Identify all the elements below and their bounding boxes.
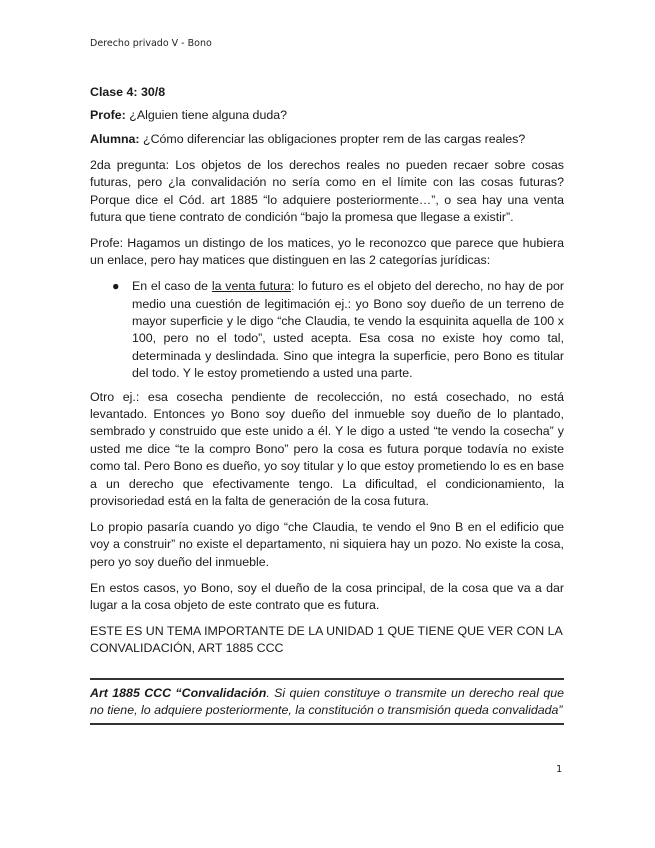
underlined-term: la venta futura	[211, 279, 292, 294]
article-quote-box	[90, 678, 564, 725]
paragraph-alumna-question: Alumna: ¿Cómo diferenciar las obligaciones propter rem de las cargas reales?	[90, 131, 526, 146]
paragraph-harvest-example: Otro ej.: esa cosecha pendiente de recolección, no está cosechado, no está levantado. Entonces yo Bono soy dueño del inmueble soy dueño de lo plantado, sembrado y construido que este unido a él. Y le digo a usted “te vendo la cosecha” y usted me dice “te la compro Bono” pero la cosa es futura porque todavía no existe como tal. Pero Bono es dueño, yo soy titular y lo que estoy prometiendo lo es en base a un derecho que efectivamente tengo. La dificultad, el condicionamiento, la provisoriedad está en la falta de generación de la cosa futura.	[90, 389, 564, 509]
document-body	[90, 84, 564, 666]
paragraph-second-question: 2da pregunta: Los objetos de los derechos reales no pueden recaer sobre cosas futuras, pero ¿la convalidación no sería como en el límite con las cosas futuras? Porque dice el Cód. art 1885 “lo adquiere posteriormente…”, o sea hay una venta futura que tiene contrato de condición “bajo la promesa que llegase a existir”.	[90, 157, 564, 224]
paragraph-profe-answer: Profe: Hagamos un distingo de los matices, yo le reconozco que parece que hubiera un enlace, pero hay matices que distinguen en las 2 categorías jurídicas:	[90, 235, 564, 268]
article-text: . Si quien constituye o transmite un derecho real que no tiene, lo adquiere posteriormente, la constitución o transmisión queda convalidada”	[90, 686, 564, 718]
page-header: Derecho privado V - Bono	[90, 38, 212, 49]
page-number: 1	[556, 764, 563, 775]
bullet-list	[90, 278, 564, 382]
paragraph-profe-question: Profe: ¿Alguien tiene alguna duda?	[90, 108, 288, 123]
class-title: Clase 4: 30/8	[90, 85, 166, 99]
paragraph-building-example: Lo propio pasaría cuando yo digo “che Claudia, te vendo el 9no B en el edificio que voy a construir” no existe el departamento, ni siquiera hay un pozo. No existe la cosa, pero yo soy dueño del inmueble.	[90, 519, 564, 569]
list-item: ● En el caso de la venta futura: lo futuro es el objeto del derecho, no hay de por medio una cuestión de legitimación ej.: yo Bono soy dueño de un terreno de mayor superficie y le digo “che Claudia, te vendo la esquinita aquella de 100 x 100, pero no el todo”, usted acepta. Esa cosa no existe hoy como tal, determinada y deslindada. Sino que integra la superficie, pero Bono es titular del todo. Y le estoy prometiendo a usted una parte.	[112, 279, 564, 381]
paragraph-conclusion: En estos casos, yo Bono, soy el dueño de la cosa principal, de la cosa que va a dar lugar a la cosa objeto de este contrato que es futura.	[90, 580, 564, 613]
speaker-label: Alumna:	[90, 131, 140, 146]
speaker-label: Profe:	[90, 108, 126, 123]
bullet-icon: ●	[112, 279, 120, 294]
article-title: Art 1885 CCC “Convalidación	[90, 686, 267, 700]
paragraph-important-note: ESTE ES UN TEMA IMPORTANTE DE LA UNIDAD 1 QUE TIENE QUE VER CON LA CONVALIDACIÓN, ART 1885 CCC	[90, 623, 563, 656]
